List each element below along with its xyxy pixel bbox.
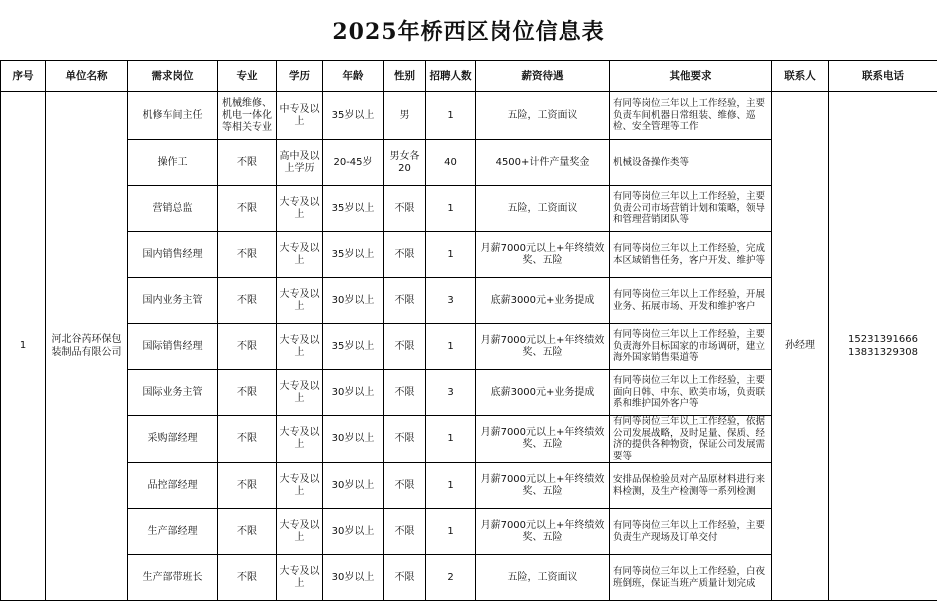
cell-major: 不限 bbox=[218, 232, 277, 278]
cell-salary: 底薪3000元+业务提成 bbox=[476, 370, 610, 416]
header-age: 年龄 bbox=[323, 61, 384, 92]
cell-requirements: 机械设备操作类等 bbox=[610, 140, 772, 186]
cell-age: 30岁以上 bbox=[323, 278, 384, 324]
header-major: 专业 bbox=[218, 61, 277, 92]
cell-age: 20-45岁 bbox=[323, 140, 384, 186]
cell-requirements: 有同等岗位三年以上工作经验，主要面向日韩、中东、欧美市场，负责联系和维护国外客户等 bbox=[610, 370, 772, 416]
header-gender: 性别 bbox=[384, 61, 426, 92]
cell-post: 生产部带班长 bbox=[128, 555, 218, 601]
cell-education: 大专及以上 bbox=[277, 232, 323, 278]
cell-salary: 月薪7000元以上+年终绩效奖、五险 bbox=[476, 416, 610, 463]
cell-age: 35岁以上 bbox=[323, 186, 384, 232]
cell-gender: 不限 bbox=[384, 186, 426, 232]
cell-salary: 月薪7000元以上+年终绩效奖、五险 bbox=[476, 509, 610, 555]
cell-requirements: 有同等岗位三年以上工作经验，完成本区域销售任务，客户开发、维护等 bbox=[610, 232, 772, 278]
cell-gender: 不限 bbox=[384, 324, 426, 370]
cell-count: 3 bbox=[426, 370, 476, 416]
cell-salary: 五险，工资面议 bbox=[476, 92, 610, 140]
cell-post: 机修车间主任 bbox=[128, 92, 218, 140]
cell-major: 不限 bbox=[218, 140, 277, 186]
cell-salary: 五险，工资面议 bbox=[476, 186, 610, 232]
cell-education: 大专及以上 bbox=[277, 509, 323, 555]
header-count: 招聘人数 bbox=[426, 61, 476, 92]
cell-gender: 男女各20 bbox=[384, 140, 426, 186]
cell-age: 30岁以上 bbox=[323, 555, 384, 601]
header-salary: 薪资待遇 bbox=[476, 61, 610, 92]
cell-major: 不限 bbox=[218, 278, 277, 324]
cell-major: 不限 bbox=[218, 370, 277, 416]
cell-salary: 月薪7000元以上+年终绩效奖、五险 bbox=[476, 324, 610, 370]
cell-major: 不限 bbox=[218, 416, 277, 463]
contact-person: 孙经理 bbox=[772, 92, 829, 601]
cell-age: 35岁以上 bbox=[323, 232, 384, 278]
cell-education: 大专及以上 bbox=[277, 463, 323, 509]
cell-salary: 月薪7000元以上+年终绩效奖、五险 bbox=[476, 232, 610, 278]
job-table bbox=[0, 60, 937, 601]
cell-major: 不限 bbox=[218, 463, 277, 509]
cell-gender: 不限 bbox=[384, 509, 426, 555]
cell-count: 3 bbox=[426, 278, 476, 324]
cell-requirements: 有同等岗位三年以上工作经验，开展业务、拓展市场、开发和维护客户 bbox=[610, 278, 772, 324]
cell-age: 30岁以上 bbox=[323, 370, 384, 416]
phone-number: 15231391666 bbox=[848, 334, 918, 345]
cell-count: 1 bbox=[426, 324, 476, 370]
cell-age: 35岁以上 bbox=[323, 324, 384, 370]
cell-age: 30岁以上 bbox=[323, 463, 384, 509]
table-header-row bbox=[1, 61, 937, 92]
cell-gender: 不限 bbox=[384, 232, 426, 278]
cell-education: 大专及以上 bbox=[277, 186, 323, 232]
header-company: 单位名称 bbox=[46, 61, 128, 92]
cell-education: 大专及以上 bbox=[277, 416, 323, 463]
cell-requirements: 有同等岗位三年以上工作经验，主要负责公司市场营销计划和策略，领导和管理营销团队等 bbox=[610, 186, 772, 232]
cell-count: 1 bbox=[426, 186, 476, 232]
cell-count: 40 bbox=[426, 140, 476, 186]
cell-post: 国际业务主管 bbox=[128, 370, 218, 416]
cell-requirements: 有同等岗位三年以上工作经验，主要负责生产现场及订单交付 bbox=[610, 509, 772, 555]
cell-salary: 月薪7000元以上+年终绩效奖、五险 bbox=[476, 463, 610, 509]
cell-count: 1 bbox=[426, 416, 476, 463]
cell-salary: 4500+计件产量奖金 bbox=[476, 140, 610, 186]
company-index: 1 bbox=[1, 92, 46, 601]
cell-post: 国际销售经理 bbox=[128, 324, 218, 370]
cell-age: 35岁以上 bbox=[323, 92, 384, 140]
cell-post: 采购部经理 bbox=[128, 416, 218, 463]
cell-major: 机械维修、机电一体化等相关专业 bbox=[218, 92, 277, 140]
cell-salary: 底薪3000元+业务提成 bbox=[476, 278, 610, 324]
cell-education: 大专及以上 bbox=[277, 324, 323, 370]
cell-major: 不限 bbox=[218, 324, 277, 370]
cell-post: 营销总监 bbox=[128, 186, 218, 232]
cell-post: 操作工 bbox=[128, 140, 218, 186]
cell-count: 1 bbox=[426, 92, 476, 140]
cell-age: 30岁以上 bbox=[323, 509, 384, 555]
cell-salary: 五险，工资面议 bbox=[476, 555, 610, 601]
cell-requirements: 有同等岗位三年以上工作经验，主要负责车间机器日常组装、维修、巡检、安全管理等工作 bbox=[610, 92, 772, 140]
header-phone: 联系电话 bbox=[829, 61, 937, 92]
company-name: 河北谷芮环保包装制品有限公司 bbox=[46, 92, 128, 601]
cell-post: 国内销售经理 bbox=[128, 232, 218, 278]
cell-count: 2 bbox=[426, 555, 476, 601]
cell-gender: 不限 bbox=[384, 555, 426, 601]
cell-requirements: 有同等岗位三年以上工作经验，白夜班倒班，保证当班产质量计划完成 bbox=[610, 555, 772, 601]
cell-post: 生产部经理 bbox=[128, 509, 218, 555]
cell-gender: 不限 bbox=[384, 278, 426, 324]
cell-gender: 不限 bbox=[384, 370, 426, 416]
cell-major: 不限 bbox=[218, 186, 277, 232]
cell-education: 高中及以上学历 bbox=[277, 140, 323, 186]
cell-education: 大专及以上 bbox=[277, 555, 323, 601]
cell-count: 1 bbox=[426, 232, 476, 278]
cell-major: 不限 bbox=[218, 555, 277, 601]
cell-requirements: 有同等岗位三年以上工作经验，依据公司发展战略，及时足量、保质、经济的提供各种物资，保证公司发展需要等 bbox=[610, 416, 772, 463]
cell-requirements: 有同等岗位三年以上工作经验，主要负责海外目标国家的市场调研，建立海外国家销售渠道等 bbox=[610, 324, 772, 370]
phone-number: 13831329308 bbox=[848, 347, 918, 358]
cell-gender: 男 bbox=[384, 92, 426, 140]
cell-education: 大专及以上 bbox=[277, 370, 323, 416]
cell-education: 中专及以上 bbox=[277, 92, 323, 140]
cell-count: 1 bbox=[426, 509, 476, 555]
contact-phones bbox=[829, 92, 937, 601]
cell-gender: 不限 bbox=[384, 416, 426, 463]
cell-age: 30岁以上 bbox=[323, 416, 384, 463]
sheet-title: 2025年桥西区岗位信息表 bbox=[332, 18, 605, 45]
cell-major: 不限 bbox=[218, 509, 277, 555]
header-contact: 联系人 bbox=[772, 61, 829, 92]
header-post: 需求岗位 bbox=[128, 61, 218, 92]
cell-education: 大专及以上 bbox=[277, 278, 323, 324]
table-row bbox=[1, 92, 937, 140]
cell-gender: 不限 bbox=[384, 463, 426, 509]
cell-post: 品控部经理 bbox=[128, 463, 218, 509]
cell-count: 1 bbox=[426, 463, 476, 509]
header-education: 学历 bbox=[277, 61, 323, 92]
cell-post: 国内业务主管 bbox=[128, 278, 218, 324]
header-requirements: 其他要求 bbox=[610, 61, 772, 92]
header-index: 序号 bbox=[1, 61, 46, 92]
cell-requirements: 安排品保检验员对产品原材料进行来料检测，及生产检测等一系列检测 bbox=[610, 463, 772, 509]
